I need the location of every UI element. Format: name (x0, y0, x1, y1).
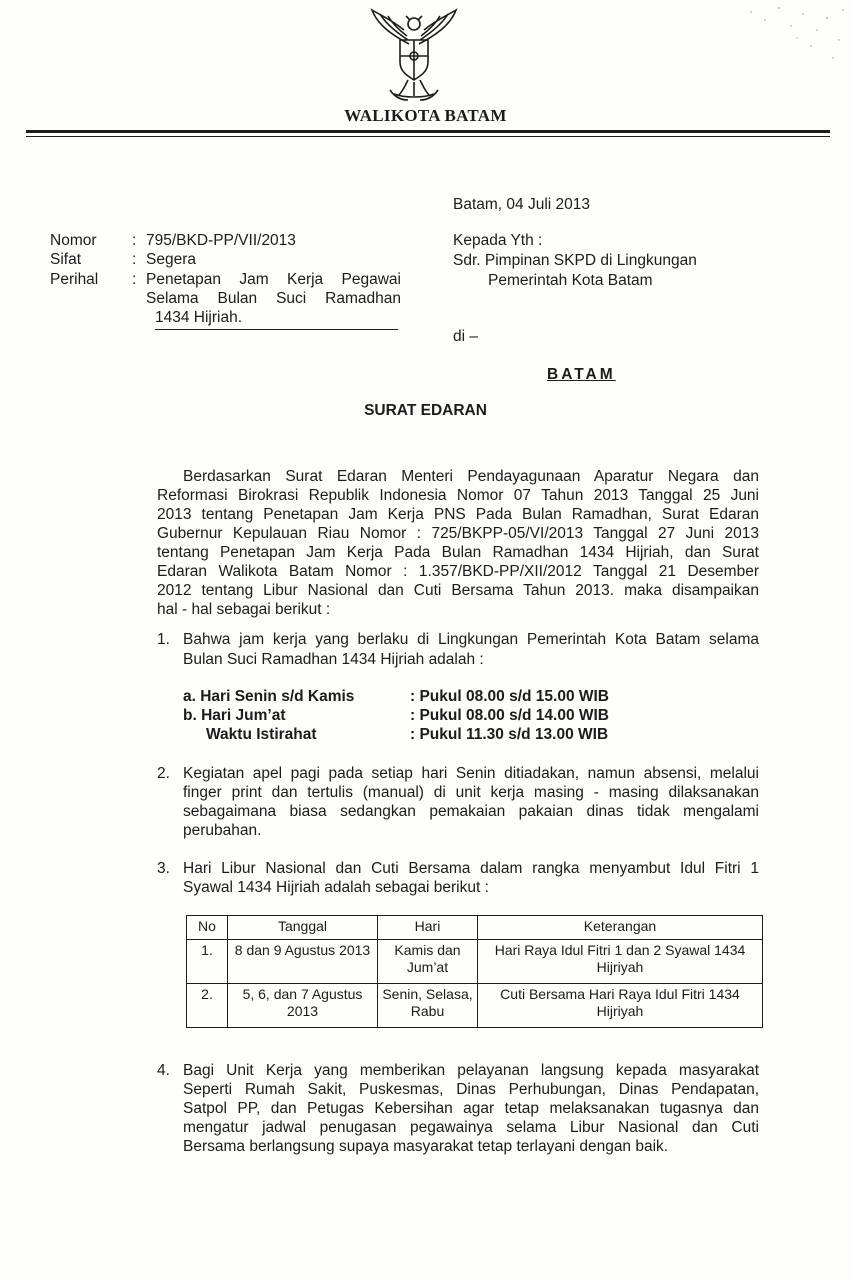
holiday-table (186, 915, 763, 1028)
schedule-time: : Pukul 08.00 s/d 15.00 WIB (410, 688, 609, 705)
intro-line: hal - hal sebagai berikut : (157, 601, 331, 618)
perihal-line: 1434 Hijriah. (155, 309, 243, 326)
column-header-tanggal: Tanggal (228, 916, 378, 940)
nomor-value: 795/BKD-PP/VII/2013 (146, 232, 296, 249)
office-title: WALIKOTA BATAM (344, 106, 507, 125)
place-date: Batam, 04 Juli 2013 (453, 196, 591, 213)
sifat-value: Segera (146, 251, 196, 268)
cell-no: 2. (187, 984, 228, 1028)
item-number: 4. (157, 1062, 170, 1079)
cell-hari: Kamis dan Jum’at (378, 940, 478, 984)
perihal-line: Penetapan Jam Kerja Pegawai (146, 271, 401, 288)
table-row (187, 984, 763, 1028)
recipient-greeting: Kepada Yth : (453, 232, 543, 249)
item-number: 2. (157, 765, 170, 782)
column-header-hari: Hari (378, 916, 478, 940)
intro-line: Edaran Walikota Batam Nomor : 1.357/BKD-PP/XII/2012 Tanggal 21 Desember (157, 563, 759, 580)
table-row (187, 940, 763, 984)
item-line: Kegiatan apel pagi pada setiap hari Senin ditiadakan, namun absensi, melalui (183, 765, 759, 782)
perihal-underline (155, 329, 398, 330)
intro-line: 2012 tentang Libur Nasional dan Cuti Bersama Tahun 2013. maka disampaikan (157, 582, 759, 599)
item-number: 1. (157, 631, 170, 648)
item-line: finger print dan tertulis (manual) di unit kerja masing - masing dilaksanakan (183, 784, 759, 801)
cell-tanggal: 5, 6, dan 7 Agustus 2013 (228, 984, 378, 1028)
recipient-di: di – (453, 328, 478, 345)
column-header-keterangan: Keterangan (478, 916, 763, 940)
cell-hari: Senin, Selasa, Rabu (378, 984, 478, 1028)
item-line: Syawal 1434 Hijriah adalah sebagai berikut : (183, 879, 489, 896)
schedule-label: Waktu Istirahat (206, 726, 317, 743)
recipient-line: Sdr. Pimpinan SKPD di Lingkungan (453, 252, 697, 269)
item-line: sebagaimana biasa sedangkan pemakaian pakaian dinas tidak mengalami (183, 803, 759, 820)
item-number: 3. (157, 860, 170, 877)
item-line: Bulan Suci Ramadhan 1434 Hijriah adalah : (183, 651, 484, 668)
header-rule-thick (26, 130, 830, 133)
sifat-label: Sifat (50, 251, 82, 268)
scan-noise-decoration (731, 0, 851, 70)
perihal-label: Perihal (50, 271, 99, 288)
intro-line: tentang Penetapan Jam Kerja Pada Bulan Ramadhan 1434 Hijriah, dan Surat (157, 544, 759, 561)
nomor-colon: : (132, 232, 137, 249)
sifat-colon: : (132, 251, 137, 268)
item-line: Bersama berlangsung supaya masyarakat tetap terlayani dengan baik. (183, 1138, 669, 1155)
schedule-time: : Pukul 11.30 s/d 13.00 WIB (410, 726, 609, 743)
schedule-label: a. Hari Senin s/d Kamis (183, 688, 355, 705)
column-header-no: No (187, 916, 228, 940)
item-line: Seperti Rumah Sakit, Puskesmas, Dinas Perhubungan, Dinas Pendapatan, (183, 1081, 759, 1098)
recipient-line: Pemerintah Kota Batam (488, 272, 653, 289)
cell-no: 1. (187, 940, 228, 984)
recipient-city: BATAM (547, 366, 616, 383)
schedule-time: : Pukul 08.00 s/d 14.00 WIB (410, 707, 609, 724)
item-line: Bagi Unit Kerja yang memberikan pelayanan langsung kepada masyarakat (183, 1062, 759, 1079)
header-rule-thin (26, 136, 830, 137)
intro-line: Reformasi Birokrasi Republik Indonesia Nomor 07 Tahun 2013 Tanggal 25 Juni (157, 487, 759, 504)
garuda-emblem-icon (364, 6, 464, 102)
perihal-colon: : (132, 271, 137, 288)
intro-line: 2013 tentang Penetapan Jam Kerja PNS Pada Bulan Ramadhan, Surat Edaran (157, 506, 759, 523)
cell-keterangan: Hari Raya Idul Fitri 1 dan 2 Syawal 1434 Hijriyah (478, 940, 763, 984)
item-line: perubahan. (183, 822, 262, 839)
table-header-row (187, 916, 763, 940)
cell-tanggal: 8 dan 9 Agustus 2013 (228, 940, 378, 984)
nomor-label: Nomor (50, 232, 97, 249)
item-line: mengatur jadwal penugasan pegawainya selama Libur Nasional dan Cuti (183, 1119, 759, 1136)
item-line: Hari Libur Nasional dan Cuti Bersama dalam rangka menyambut Idul Fitri 1 (183, 860, 759, 877)
intro-line: Berdasarkan Surat Edaran Menteri Pendayagunaan Aparatur Negara dan (183, 468, 759, 485)
document-type-title: SURAT EDARAN (364, 402, 487, 419)
perihal-line: Selama Bulan Suci Ramadhan (146, 290, 401, 307)
cell-keterangan: Cuti Bersama Hari Raya Idul Fitri 1434 Hijriyah (478, 984, 763, 1028)
schedule-label: b. Hari Jum’at (183, 707, 286, 724)
intro-line: Gubernur Kepulauan Riau Nomor : 725/BKPP-05/VI/2013 Tanggal 27 Juni 2013 (157, 525, 759, 542)
item-line: Bahwa jam kerja yang berlaku di Lingkungan Pemerintah Kota Batam selama (183, 631, 759, 648)
item-line: Satpol PP, dan Petugas Kebersihan agar tetap melaksanakan tugasnya dan (183, 1100, 759, 1117)
